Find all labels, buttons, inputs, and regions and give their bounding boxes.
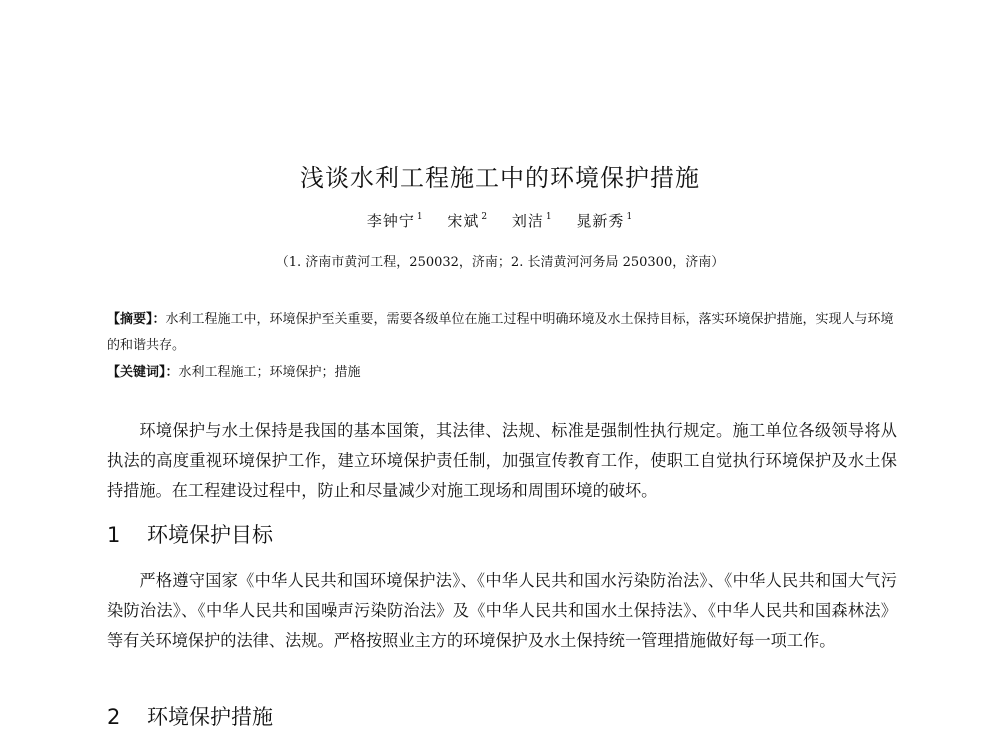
abstract	[107, 307, 897, 359]
section-title: 环境保护目标	[147, 523, 273, 547]
intro-paragraph: 环境保护与水土保持是我国的基本国策，其法律、法规、标准是强制性执行规定。施工单位各级领导将从执法的高度重视环境保护工作，建立环境保护责任制，加强宣传教育工作，使职工自觉执行环境保护及水土保持措施。在工程建设过程中，防止和尽量减少对施工现场和周围环境的破坏。	[107, 421, 897, 500]
paper-title: 浅谈水利工程施工中的环境保护措施	[300, 164, 700, 192]
author-list	[0, 210, 1000, 231]
author: 宋斌 $^2$	[447, 212, 489, 230]
section-title: 环境保护措施	[147, 705, 273, 729]
abstract-label: 【摘要】：	[107, 312, 166, 327]
section-1-paragraph: 严格遵守国家《中华人民共和国环境保护法》、《中华人民共和国水污染防治法》、《中华人民共和国大气污染防治法》、《中华人民共和国噪声污染防治法》及《中华人民共和国水土保持法》、《中华人民共和国森林法》等有关环境保护的法律、法规。严格按照业主方的环境保护及水土保持统一管理措施做好每一项工作。	[107, 571, 897, 650]
keywords	[107, 360, 897, 386]
author: 晁新秀 $^1$	[576, 212, 634, 230]
section-heading-1	[107, 519, 273, 549]
section-number: 1	[107, 523, 121, 547]
section-heading-2	[107, 701, 273, 731]
keywords-text: 水利工程施工；环境保护；措施	[178, 365, 361, 380]
keywords-label: 【关键词】：	[107, 365, 179, 380]
abstract-text: 水利工程施工中，环境保护至关重要，需要各级单位在施工过程中明确环境及水土保持目标，落实环境保护措施，实现人与环境的和谐共存。	[107, 312, 894, 353]
author: 刘洁 $^1$	[511, 212, 553, 230]
section-number: 2	[107, 705, 121, 729]
affiliation: （1. 济南市黄河工程，250032，济南；2. 长清黄河河务局 250300，济南）	[275, 255, 725, 270]
author: 李钟宁 $^1$	[366, 212, 424, 230]
